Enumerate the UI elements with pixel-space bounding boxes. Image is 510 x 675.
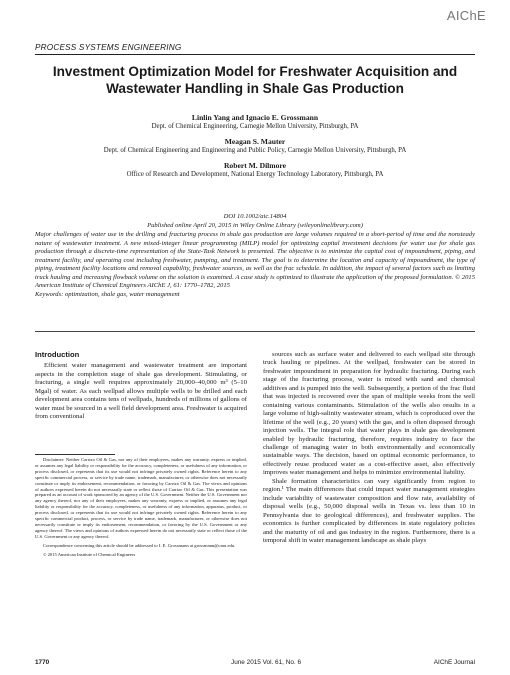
- footnote-block: [35, 457, 247, 561]
- abstract: [35, 231, 475, 299]
- author-affiliation: Office of Research and Development, National Energy Technology Laboratory, Pittsburgh, PA: [126, 171, 384, 178]
- author-block: [35, 113, 475, 185]
- issue-info: June 2015 Vol. 61, No. 6: [231, 659, 301, 666]
- title-line-1: Investment Optimization Model for Freshwater Acquisition and: [52, 64, 458, 79]
- published-online: Published online April 20, 2015 in Wiley Online Library (wileyonlinelibrary.com): [147, 221, 363, 229]
- intro-heading: Introduction: [35, 350, 80, 359]
- intro-paragraph: Efficient water management and wastewater treatment are important aspects in the completion stage of shale gas development. Stimulating, or fracturing, a single well requires approximately 20,000–40,000 m³ (5–10 Mgal) of water. As each wellpad allows multiple wells to be drilled and each development area contains tens of wellpads, hundreds of millions of gallons of water must be sourced in a well field development area. Freshwater is acquired from conventional: [35, 362, 247, 421]
- author-names: Linlin Yang and Ignacio E. Grossmann: [191, 113, 319, 122]
- body-paragraph: Shale formation characteristics can vary significantly from region to region.¹ The main differences that could impact water management strategies include variability of wastewater composition and flow rate, availability of disposal wells (e.g., 50,000 disposal wells in Texas vs. less than 10 in Pennsylvania due to geological differences), and freshwater supplies. The economics is further complicated by differences in state regulatory policies and the maturity of oil and gas industry in the region. Furthermore, there is a temporal shift in water management landscape as shale plays: [263, 477, 475, 544]
- correspondence-footnote: Correspondence concerning this article should be addressed to I. E. Grossmann at grossmann@cmu.edu.: [43, 542, 236, 548]
- journal-name: AIChE Journal: [433, 659, 475, 666]
- author-affiliation: Dept. of Chemical Engineering, Carnegie Mellon University, Pittsburgh, PA: [151, 123, 359, 130]
- abstract-text: Major challenges of water use in the drilling and fracturing process in shale gas production are large volumes required in a short-period of time and the nonsteady nature of wastewater treatment. A new mixed-integer linear programming (MILP) model for optimizing capital investment decisions for water use for shale gas production through a discrete-time representation of the State-Task Network is presented. The objective is to minimize the capital cost of impoundment, piping, and treatment facility, and operating cost including freshwater, pumping, and treatment. The goal is to determine the location and capacity of impoundment, the type of piping, treatment facility locations and removal capability, freshwater sources, as well as the frac schedule. In addition, the impact of several factors such as limiting truck hauling and increasing flowback volume on the solution is examined. A case study is optimized to illustrate the application of the proposed formulation. © 2015 American Institute of Chemical Engineers AIChE J, 61: 1770–1782, 2015: [35, 231, 475, 290]
- author-names: Robert M. Dilmore: [223, 161, 287, 170]
- page-number: 1770: [35, 659, 50, 666]
- keywords: Keywords: optimization, shale gas, water management: [35, 290, 180, 298]
- author-affiliation: Dept. of Chemical Engineering and Engineering and Public Policy, Carnegie Mellon University, Pittsburgh, PA: [103, 147, 407, 154]
- journal-logo: AIChE: [446, 8, 486, 23]
- abstract-divider: [35, 331, 475, 332]
- doi[interactable]: DOI 10.1002/aic.14804: [223, 213, 287, 220]
- right-column: [263, 351, 475, 545]
- publication-info: [35, 213, 475, 230]
- author-names: Meagan S. Mauter: [224, 137, 286, 146]
- copyright-footnote: © 2015 American Institute of Chemical Engineers: [43, 551, 136, 557]
- body-paragraph: sources such as surface water and delivered to each wellpad site through truck hauling or pipelines. At the wellpad, freshwater can be stored in freshwater impoundment in preparation for hydraulic fracturing. During each stage of the fracturing process, water is mixed with sand and chemical additives and is pumped into the well. Subsequently, a portion of the frac fluid that was injected is recovered over the span of multiple weeks from the well containing various contaminants. Stimulation of the wells also results in a large volume of high-salinity wastewater stream, which is coproduced over the lifetime of the well (e.g., 20 years) with the gas, and is often disposed through injection wells. The integral role that water plays in shale gas development enabled by hydraulic fracturing, therefore, requires industry to face the challenge of managing water in both environmentally and economically sustainable ways. The decision, based on optimal economic performance, to effectively reuse produced water as a cost-effective asset, also effectively improves water management and helps to minimize environmental liability.: [263, 351, 475, 477]
- article-title: [50, 63, 460, 97]
- left-column: [35, 351, 247, 422]
- section-name: PROCESS SYSTEMS ENGINEERING: [35, 43, 182, 52]
- section-divider: [35, 54, 475, 55]
- title-line-2: Wastewater Handling in Shale Gas Production: [106, 81, 404, 96]
- footnote-divider: [35, 454, 115, 455]
- disclaimer-footnote: Disclaimer: Neither Carrizo Oil & Gas, nor any of their employees, makes any warranty, express or implied, or assumes any legal liability or responsibility for the accuracy, completeness, or usefulness of any information, or process disclosed, or represents that its use would not infringe privately owned rights. Reference herein to any specific commercial process, or service by trade name, trademark, manufacturer, or otherwise does not necessarily constitute or imply its endorsement, recommendation, or favoring by Carrizo Oil & Gas. The views and opinions of authors expressed herein do not necessarily state or reflect those of Carrizo Oil & Gas. This presentation was prepared as an account of work sponsored by an agency of the U.S. Government. Neither the U.S. Government nor any agency thereof, nor any of their employees, makes any warranty, express or implied, or assumes any legal liability or responsibility for the accuracy, completeness, or usefulness of any information, apparatus, product, or process disclosed, or represents that its use would not infringe privately owned rights. Reference herein to any specific commercial product, process, or service by trade name, trademark, manufacturer, or otherwise does not necessarily constitute or imply its endorsement, recommendation, or favoring by the U.S. Government or any agency thereof. The views and opinions of authors expressed herein do not necessarily state or reflect those of the U.S. Government or any agency thereof.: [35, 457, 247, 539]
